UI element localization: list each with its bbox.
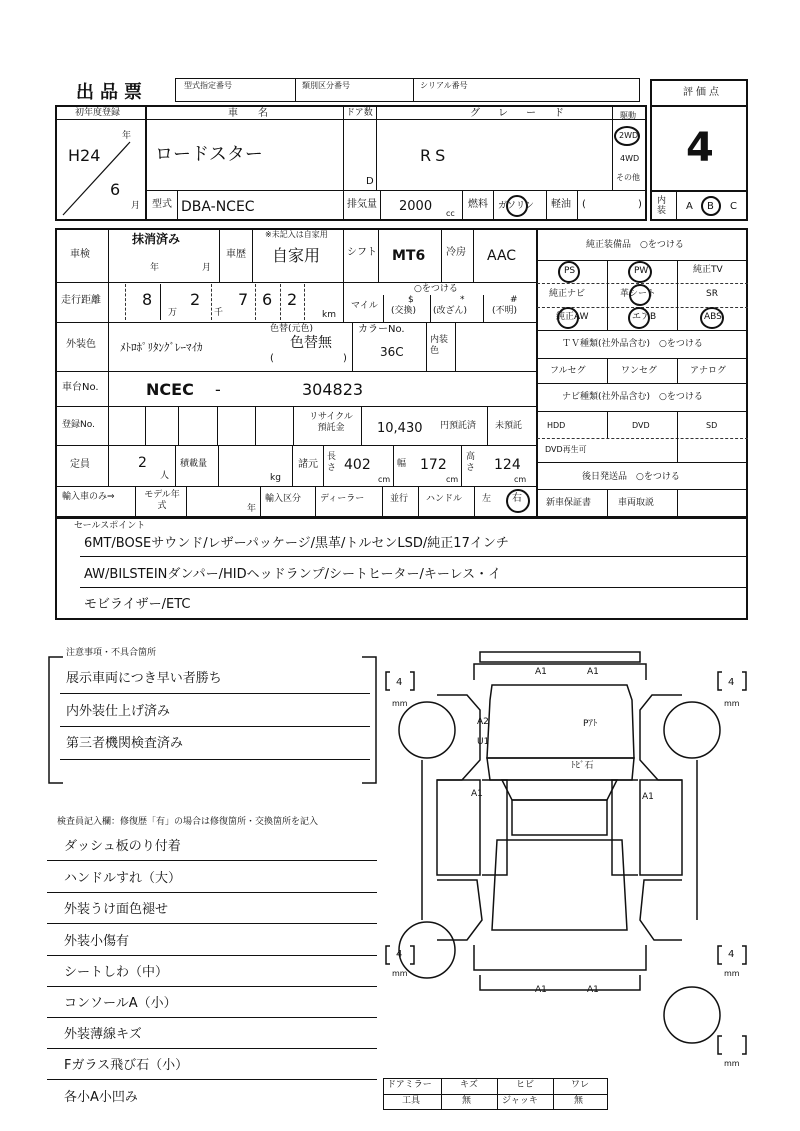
legend-v1: 工具: [402, 1096, 421, 1106]
inspector-line-8: Fガラス飛び石（小）: [64, 1058, 189, 1073]
mileage-digit-2: 2: [190, 290, 201, 309]
interior-c: C: [730, 201, 737, 212]
option-navi: 純正ナビ: [549, 289, 586, 299]
shift-value: MT6: [392, 248, 426, 264]
diag-a1-front-r: A1: [587, 667, 599, 677]
doors-label: ドア数: [346, 108, 373, 118]
history-note: ※未記入は自家用: [265, 230, 328, 239]
diag-a2: A2: [477, 717, 489, 727]
field-serial-no: シリアル番号: [420, 81, 468, 90]
sheet-title: 出品票: [76, 82, 148, 103]
interior-a: A: [686, 201, 693, 212]
inspector-line-1: ダッシュ板のり付着: [64, 839, 181, 854]
recycle-label: リサイクル預託金: [309, 412, 353, 433]
diag-a1-side-l: A1: [471, 789, 483, 799]
reg-no-label: 登録No.: [62, 420, 95, 430]
diag-a1-rear-l: A1: [535, 985, 547, 995]
diag-a1-side-r: A1: [642, 792, 654, 802]
option-leather: 革シート: [620, 289, 657, 299]
length-unit: cm: [378, 475, 391, 484]
inspector-line-2: ハンドルすれ（大）: [64, 871, 182, 886]
history-value: 自家用: [272, 246, 321, 265]
tire-depth-rl: 4: [396, 949, 403, 960]
load-label: 積載量: [180, 459, 208, 469]
options-title: 純正装備品 ○をつける: [586, 240, 684, 250]
tire-depth-rl-unit: mm: [392, 969, 408, 978]
option-leather-circle: [629, 284, 651, 306]
navi-sd: SD: [706, 421, 718, 430]
inspection-month: 月: [202, 263, 212, 273]
interior-b-circle: [701, 196, 721, 216]
color-no-label: カラーNo.: [358, 324, 405, 335]
tv-analog: アナログ: [690, 366, 727, 376]
odo-dollar: $: [408, 295, 414, 305]
repaint-label: 色替(元色): [270, 324, 314, 334]
notes-label: 注意事項・不具合箇所: [66, 648, 157, 658]
year-label: 年: [122, 131, 132, 141]
odo-star: *: [460, 295, 465, 305]
diag-a1-front-l: A1: [535, 667, 547, 677]
odo-hash-sub: (不明): [492, 306, 518, 316]
inspection-label: 車検: [70, 249, 90, 260]
tire-depth-fl-unit: mm: [392, 699, 408, 708]
odo-dollar-sub: (交換): [391, 306, 417, 316]
drive-other: その他: [616, 173, 640, 182]
displacement: 2000: [399, 199, 433, 214]
inspector-line-6: コンソールA（小）: [64, 996, 177, 1011]
sales-line-3: モビライザー/ETC: [84, 597, 191, 612]
spare-depth-unit: mm: [724, 1059, 740, 1068]
height-unit: cm: [514, 475, 527, 484]
date-slash: [58, 120, 141, 220]
navi-dvd-play: DVD再生可: [545, 445, 587, 454]
legend-h3: ヒビ: [516, 1080, 535, 1090]
doc-manual: 車両取説: [618, 498, 655, 508]
color-no: 36C: [380, 345, 404, 359]
capacity-unit: 人: [160, 471, 170, 481]
history-label: 車歴: [226, 249, 246, 260]
chassis-prefix: NCEC: [146, 380, 194, 399]
inspection-year: 年: [150, 263, 160, 273]
mileage-digit-1: 8: [142, 290, 153, 309]
interior-b: B: [707, 201, 714, 212]
tv-title: ＴＶ種類(社外品含む) ○をつける: [562, 339, 703, 349]
load-unit: kg: [270, 473, 281, 483]
fuel-paren-close: ): [638, 199, 642, 210]
height-value: 124: [494, 457, 521, 473]
legend-h2: キズ: [460, 1080, 478, 1090]
legend-v2: 無: [462, 1096, 472, 1106]
fuel-diesel: 軽油: [551, 199, 571, 210]
chassis-no: 304823: [302, 380, 364, 399]
mileage-man: 万: [168, 308, 178, 318]
mileage-digit-3: 7: [238, 290, 249, 309]
option-pw: PW: [634, 266, 649, 276]
width-label: 幅: [397, 459, 407, 469]
tire-depth-fr-unit: mm: [724, 699, 740, 708]
grade: RS: [420, 146, 450, 165]
note-line-2: 内外装仕上げ済み: [66, 704, 171, 719]
model-year-unit: 年: [247, 504, 257, 514]
length-value: 402: [344, 457, 371, 473]
sales-line-2: AW/BILSTEINダンパー/HIDヘッドランプ/シートヒーター/キーレス・イ: [84, 567, 502, 582]
recycle-paid: 円預託済: [440, 421, 477, 431]
inspector-line-4: 外装小傷有: [64, 934, 130, 949]
width-value: 172: [420, 457, 447, 473]
drive-4wd: 4WD: [620, 154, 640, 163]
model-year-label: モデル年式: [144, 490, 180, 511]
diag-a1-rear-r: A1: [587, 985, 599, 995]
height-label: 高さ: [466, 452, 476, 473]
tire-depth-rr: 4: [728, 949, 735, 960]
mileage-label: 走行距離: [61, 295, 101, 306]
length-label: 長さ: [327, 452, 337, 473]
legend-v4: 無: [574, 1096, 584, 1106]
width-unit: cm: [446, 475, 459, 484]
drive-label: 駆動: [620, 111, 636, 120]
model-label: 型式: [152, 199, 172, 210]
note-line-3: 第三者機関検査済み: [66, 736, 184, 751]
rating-value: 4: [686, 125, 714, 171]
option-pw-circle: [628, 261, 652, 283]
tv-full: フルセグ: [550, 366, 586, 376]
sales-line-1: 6MT/BOSEサウンド/レザーパッケージ/黒革/トルセンLSD/純正17インチ: [84, 536, 509, 551]
recycle-unpaid: 未預託: [495, 421, 523, 431]
legend-h1: ドアミラー: [387, 1080, 432, 1090]
diag-tobiishi: ﾄﾋﾞ石: [571, 761, 594, 771]
interior-color-label: 内装色: [430, 335, 449, 356]
rating-label: 評価点: [683, 87, 722, 98]
option-tv: 純正TV: [693, 265, 723, 275]
repaint-paren-open: (: [270, 353, 274, 364]
ac-label: 冷房: [446, 247, 466, 258]
import-label: 輸入車のみ⇒: [62, 492, 115, 502]
model: DBA-NCEC: [181, 199, 255, 215]
recycle-value: 10,430: [377, 421, 423, 436]
inspector-line-3: 外装うけ面色褪せ: [64, 902, 169, 917]
option-ps: PS: [564, 266, 576, 276]
handle-right-circle: [506, 489, 530, 513]
sales-points-label: セールスポイント: [74, 521, 146, 531]
fuel-paren-open: (: [582, 199, 586, 210]
parallel: 並行: [390, 494, 409, 504]
inspection-value: 抹消済み: [132, 232, 181, 246]
navi-title: ナビ種類(社外品含む) ○をつける: [562, 392, 703, 402]
inspector-line-9: 各小A小凹み: [64, 1090, 138, 1105]
color-value: ﾒﾄﾛﾎﾟﾘﾀﾝｸﾞﾚｰﾏｲｶ: [120, 341, 203, 354]
first-reg-label: 初年度登録: [75, 108, 121, 118]
odo-note: ○をつける: [414, 284, 458, 294]
capacity-label: 定員: [70, 459, 90, 470]
tire-depth-fl: 4: [396, 677, 403, 688]
tv-one: ワンセグ: [621, 366, 658, 376]
handle-left: 左: [482, 494, 492, 504]
mileage-sen: 千: [214, 308, 224, 318]
displacement-label: 排気量: [347, 199, 377, 210]
car-body-diagram: [382, 640, 752, 1080]
interior-label: 内装: [657, 196, 667, 216]
inspector-line-7: 外装薄線キズ: [64, 1027, 142, 1042]
grade-label: グ レ ー ド: [470, 108, 568, 119]
handle-label: ハンドル: [426, 494, 463, 504]
fuel-gasoline-circle: [506, 195, 528, 217]
dealer: ディーラー: [320, 494, 365, 504]
legend-v3: ジャッキ: [502, 1096, 538, 1106]
import-type-label: 輸入区分: [265, 494, 302, 504]
tire-depth-rr-unit: mm: [724, 969, 740, 978]
ac-value: AAC: [487, 248, 517, 264]
option-airbag: エアB: [632, 312, 657, 322]
tire-depth-fr: 4: [728, 677, 735, 688]
odo-mile: マイル: [351, 301, 378, 311]
diag-u1: U1: [477, 737, 490, 747]
option-abs-circle: [700, 307, 724, 329]
doors-suffix: D: [366, 176, 374, 187]
option-aw-circle: [557, 307, 579, 329]
car-name-label: 車 名: [228, 108, 268, 119]
doc-title: 後日発送品 ○をつける: [582, 472, 680, 482]
chassis-label: 車台No.: [62, 382, 99, 393]
fuel-label: 燃料: [468, 199, 488, 210]
inspector-label: 検査員記入欄：修復歴「有」の場合は修復箇所・交換箇所を記入: [57, 817, 319, 827]
diag-p-ato: Pｱﾄ: [583, 719, 598, 729]
legend-h4: ワレ: [571, 1080, 590, 1090]
first-reg-month: 6: [110, 180, 121, 199]
cc-label: cc: [446, 209, 455, 218]
shift-label: シフト: [347, 247, 377, 258]
option-sr: SR: [706, 289, 718, 299]
option-aw: 純正AW: [556, 312, 589, 322]
doc-warranty: 新車保証書: [546, 498, 592, 508]
inspector-line-5: シートしわ（中）: [64, 965, 169, 980]
option-abs: ABS: [704, 312, 722, 322]
navi-dvd: DVD: [632, 421, 650, 430]
dims-label: 諸元: [298, 459, 318, 470]
mileage-digit-4: 6: [262, 290, 273, 309]
field-type-no: 型式指定番号: [184, 81, 232, 90]
fuel-gasoline: ガソリン: [498, 201, 535, 211]
option-airbag-circle: [628, 307, 650, 329]
option-ps-circle: [558, 261, 580, 283]
capacity-value: 2: [138, 455, 147, 471]
header-fields-box: [175, 78, 640, 102]
handle-right: 右: [512, 493, 522, 504]
repaint-paren-close: ): [343, 353, 347, 364]
month-label: 月: [131, 201, 141, 211]
chassis-dash: -: [215, 380, 221, 399]
mileage-km: km: [322, 310, 336, 320]
repaint-value: 色替無: [290, 335, 332, 351]
navi-hdd: HDD: [547, 421, 566, 430]
mileage-digit-5: 2: [287, 290, 298, 309]
color-label: 外装色: [66, 339, 96, 350]
odo-hash: #: [510, 295, 518, 305]
field-class-no: 類別区分番号: [302, 81, 350, 90]
car-name: ロードスター: [155, 144, 263, 165]
note-line-1: 展示車両につき早い者勝ち: [66, 671, 222, 686]
drive-2wd-circle: [614, 126, 640, 146]
odo-star-sub: (改ざん): [433, 306, 468, 316]
drive-2wd: 2WD: [619, 131, 639, 140]
first-reg-year: H24: [68, 146, 101, 165]
